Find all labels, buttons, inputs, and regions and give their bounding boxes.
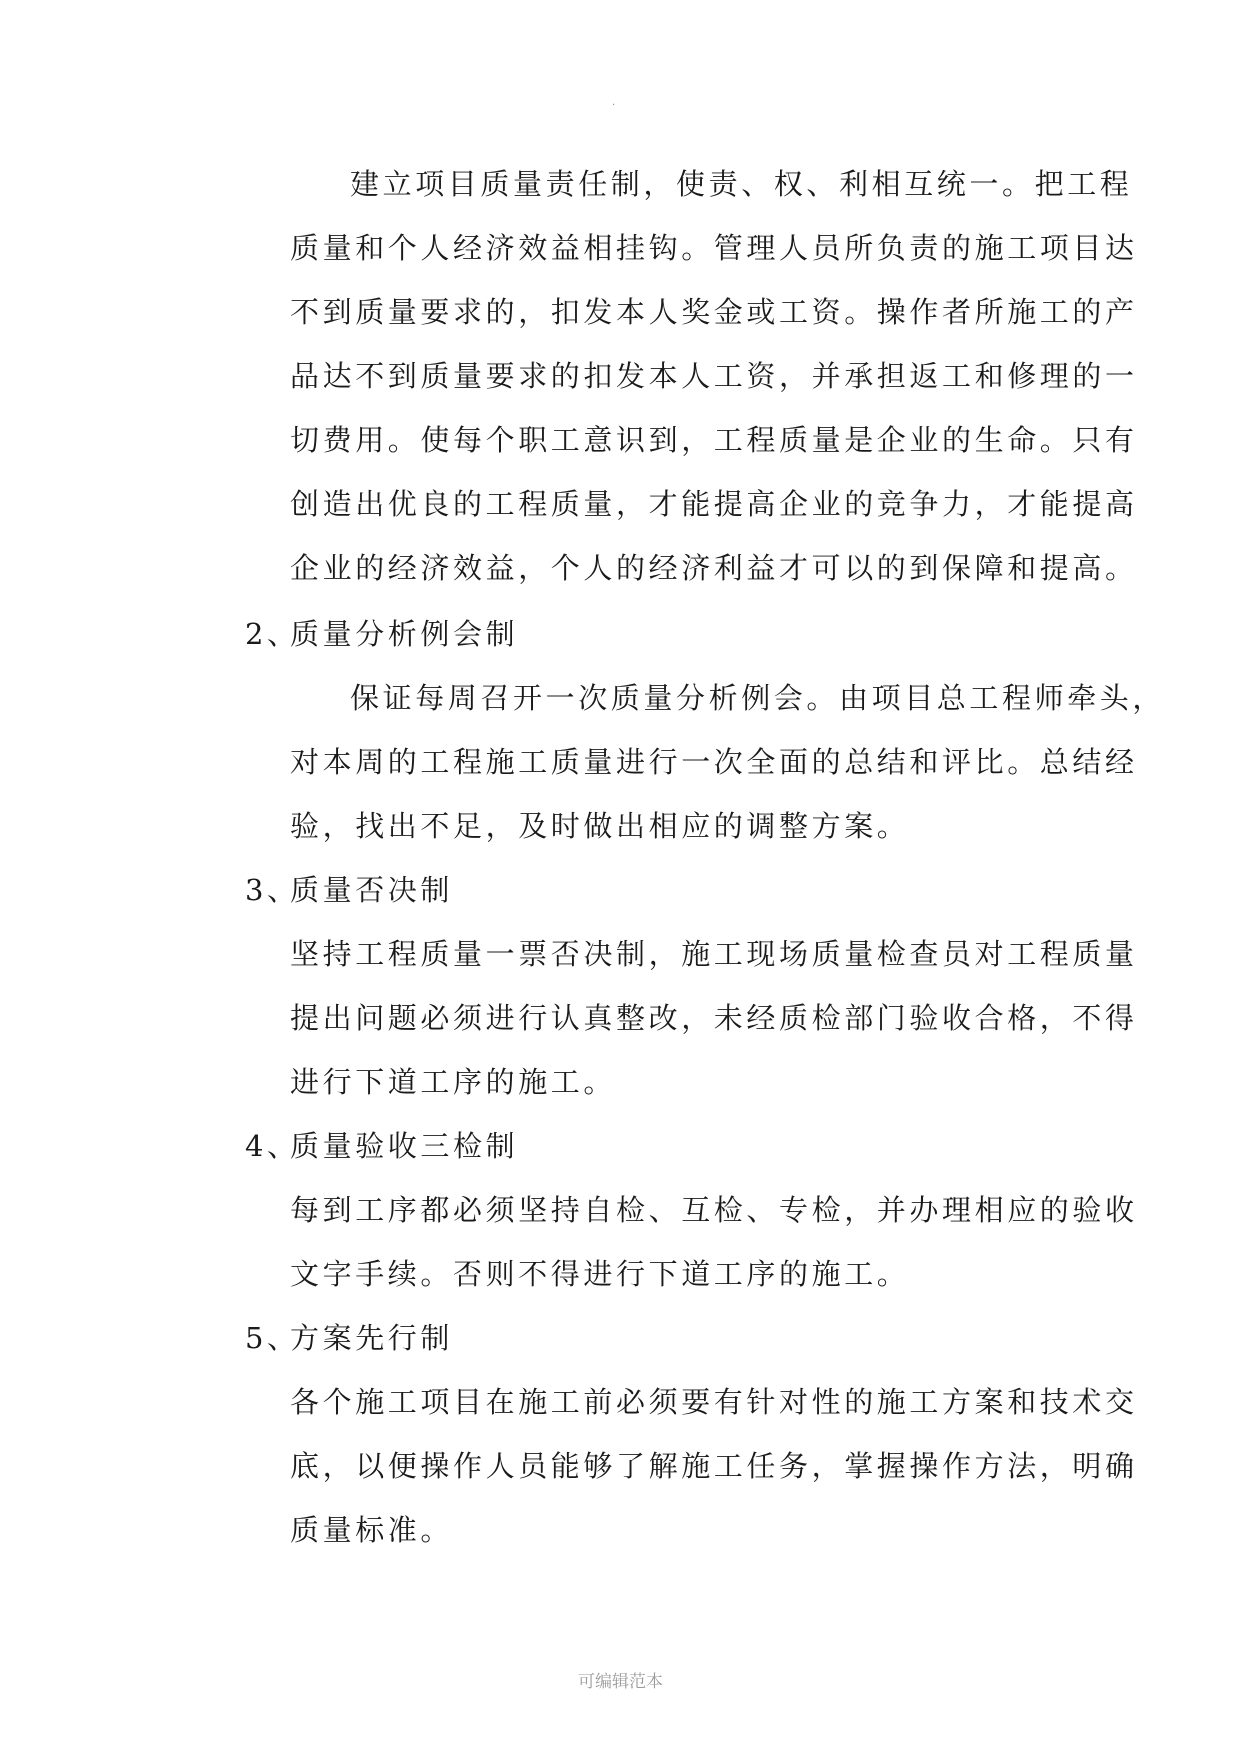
- section-number: 4、: [245, 1129, 300, 1163]
- paragraph-line: 切费用。使每个职工意识到，工程质量是企业的生命。只有: [290, 423, 1138, 457]
- section-number: 3、: [245, 873, 300, 907]
- paragraph-line: 坚持工程质量一票否决制，施工现场质量检查员对工程质量: [290, 937, 1138, 971]
- section-heading-5: [245, 1320, 453, 1356]
- section-heading-4: [245, 1128, 518, 1164]
- paragraph-line: 底，以便操作人员能够了解施工任务，掌握操作方法，明确: [290, 1449, 1138, 1483]
- section-heading-2: [245, 616, 518, 652]
- paragraph-line: 各个施工项目在施工前必须要有针对性的施工方案和技术交: [290, 1385, 1138, 1419]
- paragraph-line: 保证每周召开一次质量分析例会。由项目总工程师牵头，: [350, 681, 1166, 715]
- paragraph-line: 对本周的工程施工质量进行一次全面的总结和评比。总结经: [290, 745, 1138, 779]
- paragraph-line: 质量和个人经济效益相挂钩。管理人员所负责的施工项目达: [290, 231, 1138, 265]
- section-title: 方案先行制: [290, 1321, 454, 1355]
- paragraph-line: 进行下道工序的施工。: [290, 1065, 617, 1099]
- section-title: 质量分析例会制: [290, 617, 519, 651]
- paragraph-line: 不到质量要求的，扣发本人奖金或工资。操作者所施工的产: [290, 295, 1138, 329]
- page-footer: 可编辑范本: [578, 1672, 663, 1692]
- page-top-mark: .: [612, 97, 616, 108]
- paragraph-line: 企业的经济效益，个人的经济利益才可以的到保障和提高。: [290, 551, 1138, 585]
- section-title: 质量否决制: [290, 873, 454, 907]
- section-heading-3: [245, 872, 453, 908]
- paragraph-line: 提出问题必须进行认真整改，未经质检部门验收合格，不得: [290, 1001, 1138, 1035]
- paragraph-line: 品达不到质量要求的扣发本人工资，并承担返工和修理的一: [290, 359, 1138, 393]
- section-number: 5、: [245, 1321, 300, 1355]
- section-title: 质量验收三检制: [290, 1129, 519, 1163]
- paragraph-line: 质量标准。: [290, 1513, 454, 1547]
- paragraph-line: 创造出优良的工程质量，才能提高企业的竞争力，才能提高: [290, 487, 1138, 521]
- paragraph-line: 每到工序都必须坚持自检、互检、专检，并办理相应的验收: [290, 1193, 1138, 1227]
- paragraph-line: 建立项目质量责任制，使责、权、利相互统一。把工程: [350, 167, 1133, 201]
- section-number: 2、: [245, 617, 300, 651]
- paragraph-line: 文字手续。否则不得进行下道工序的施工。: [290, 1257, 910, 1291]
- paragraph-line: 验，找出不足，及时做出相应的调整方案。: [290, 809, 910, 843]
